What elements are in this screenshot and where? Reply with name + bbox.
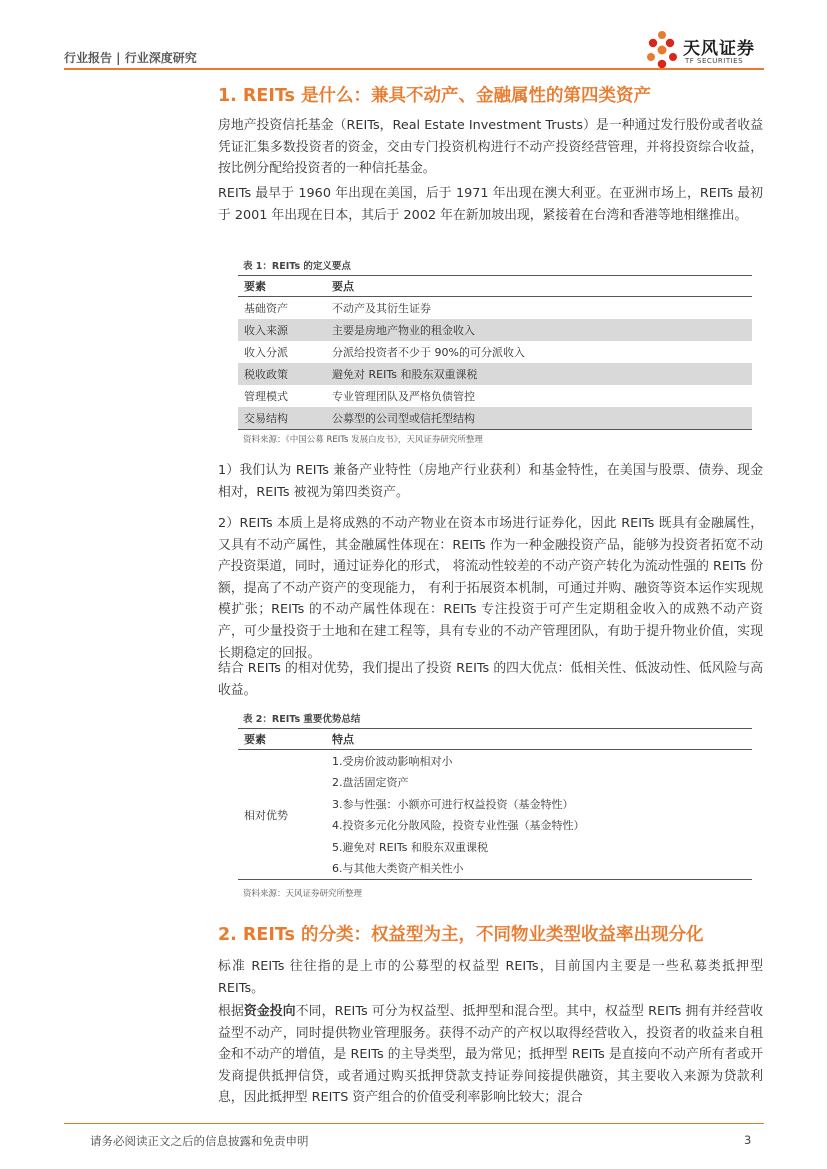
table-header-row bbox=[238, 729, 752, 750]
table-1 bbox=[238, 275, 752, 430]
table-row bbox=[238, 750, 752, 772]
table-cell: 5.避免对 REITs 和股东双重课税 bbox=[332, 840, 488, 854]
table-row bbox=[238, 385, 752, 407]
table-cell: 1.受房价波动影响相对小 bbox=[332, 754, 453, 768]
section-2-paragraph-1: 标准 REITs 往往指的是上市的公募型的权益型 REITs，目前国内主要是一些私募类抵押型 REITs。 bbox=[218, 959, 763, 996]
table-cell: 避免对 REITs 和股东双重课税 bbox=[332, 363, 752, 385]
table-cell: 3.参与性强：小额亦可进行权益投资（基金特性） bbox=[332, 797, 574, 811]
table-cell: 4.投资多元化分散风险，投资专业性强（基金特性） bbox=[332, 819, 585, 833]
table-row bbox=[238, 363, 752, 385]
table-cell: 6.与其他大类资产相关性小 bbox=[332, 858, 752, 880]
table-header-cell: 要素 bbox=[238, 276, 332, 297]
logo-dots-icon bbox=[645, 30, 679, 70]
table-row bbox=[238, 297, 752, 320]
logo-english-name: TF SECURITIES bbox=[685, 57, 744, 65]
table-cell: 不动产及其衍生证券 bbox=[332, 302, 431, 315]
table-1-title: 表 1：REITs 的定义要点 bbox=[243, 261, 351, 272]
table-cell: 基础资产 bbox=[244, 302, 288, 315]
table-header-row bbox=[238, 276, 752, 297]
body-paragraph-1: 1）我们认为 REITs 兼备产业特性（房地产行业获利）和基金特性，在美国与股票、债券、现金相对，REITs 被视为第四类资产。 bbox=[218, 463, 763, 500]
tf-securities-logo bbox=[645, 28, 795, 72]
table-cell: 专业管理团队及严格负债管控 bbox=[332, 390, 475, 403]
table-header-cell: 要点 bbox=[332, 276, 752, 297]
body-paragraph-2: 2）REITs 本质上是将成熟的不动产物业在资本市场进行证券化，因此 REITs 既具有金融属性，又具有不动产属性，其金融属性体现在：REITs 作为一种金融投资产品，能够为投资者拓宽不动产投资渠道，同时，通过证券化的形式， 将流动性较差的不动产资产转化为流动性强的 REITs 份额，提高了不动产资产的变现能力， 有利于拓展资本机制，可通过并购、融资等资本运作实现规模扩张；REITs 的不动产属性体现在：REITs 专注投资于可产生定期租金收入的成熟不动产资产，可少量投资于土地和在建工程等，具有专业的不动产管理团队，有助于提升物业价值，实现长期稳定的回报。 bbox=[218, 516, 763, 661]
paragraph-text: 根据 bbox=[218, 1004, 244, 1019]
table-cell: 交易结构 bbox=[238, 407, 332, 430]
section-2-paragraph-2 bbox=[218, 1001, 763, 1109]
section-2-title: 2. REITs 的分类：权益型为主，不同物业类型收益率出现分化 bbox=[218, 925, 704, 945]
table-2-title: 表 2：REITs 重要优势总结 bbox=[243, 714, 361, 725]
table-cell: 收入分派 bbox=[244, 346, 288, 359]
section-1-paragraph-2: REITs 最早于 1960 年出现在美国，后于 1971 年出现在澳大利亚。在亚洲市场上，REITs 最初于 2001 年出现在日本，其后于 2002 年在新加坡出现，紧接着在台湾和香港等地相继推出。 bbox=[218, 186, 763, 223]
table-cell: 管理模式 bbox=[244, 390, 288, 403]
section-1-title: 1. REITs 是什么：兼具不动产、金融属性的第四类资产 bbox=[218, 86, 651, 106]
table-1-source: 资料来源：《中国公募 REITs 发展白皮书》，天风证券研究所整理 bbox=[243, 435, 483, 445]
table-header-cell: 要素 bbox=[238, 729, 332, 750]
table-row bbox=[238, 319, 752, 341]
page-number: 3 bbox=[744, 1133, 752, 1147]
table-cell: 分派给投资者不少于 90%的可分派收入 bbox=[332, 346, 525, 359]
section-1-paragraph-1: 房地产投资信托基金（REITs，Real Estate Investment Trusts）是一种通过发行股份或者收益凭证汇集多数投资者的资金，交由专门投资机构进行不动产投资经营管理，并将投资综合收益，按比例分配给投资者的一种信托基金。 bbox=[218, 118, 763, 177]
emphasis-text: 资金投向 bbox=[243, 1004, 296, 1019]
table-cell: 公募型的公司型或信托型结构 bbox=[332, 407, 752, 430]
report-category: 行业报告 | 行业深度研究 bbox=[64, 51, 197, 65]
table-cell: 主要是房地产物业的租金收入 bbox=[332, 319, 752, 341]
table-cell: 税收政策 bbox=[238, 363, 332, 385]
table-cell: 收入来源 bbox=[238, 319, 332, 341]
table-header-cell: 特点 bbox=[332, 729, 752, 750]
disclaimer-notice: 请务必阅读正文之后的信息披露和免责申明 bbox=[90, 1134, 309, 1148]
table-2 bbox=[238, 728, 752, 880]
table-group-cell: 相对优势 bbox=[238, 750, 332, 880]
paragraph-text: 不同，REITs 可分为权益型、抵押型和混合型。其中，权益型 REITs 拥有并经营收益型不动产，同时提供物业管理服务。获得不动产的产权以取得经营收入，投资者的收益来自租金和不动产的增值，是 REITs 的主导类型，最为常见；抵押型 REITs 是直接向不动产所有者或开发商提供抵押信贷，或者通过购买抵押贷款支持证券间接提供融资，其主要收入来源为贷款利息，因此抵押型 REITS 资产组合的价值受利率影响比较大；混合 bbox=[218, 1004, 764, 1106]
body-paragraph-3: 结合 REITs 的相对优势，我们提出了投资 REITs 的四大优点：低相关性、低波动性、低风险与高收益。 bbox=[218, 661, 763, 698]
header-divider bbox=[64, 68, 764, 70]
table-row bbox=[238, 341, 752, 363]
table-cell: 2.盘活固定资产 bbox=[332, 776, 409, 790]
logo-chinese-name: 天风证券 bbox=[683, 39, 755, 59]
footer-divider bbox=[64, 1123, 764, 1124]
table-2-source: 资料来源：天风证券研究所整理 bbox=[243, 889, 363, 899]
table-row bbox=[238, 407, 752, 430]
